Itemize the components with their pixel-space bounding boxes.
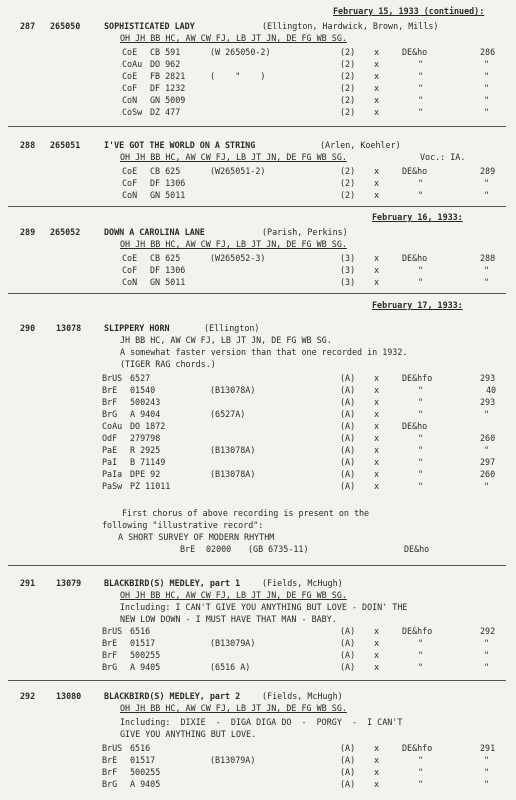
- session-note: Including: I CAN'T GIVE YOU ANYTHING BUT LOVE - DOIN' THE: [120, 602, 408, 612]
- label: CoAu: [122, 59, 143, 69]
- catalog: 01540: [130, 385, 156, 395]
- x-mark: x: [374, 277, 380, 287]
- catalog: 500255: [130, 767, 161, 777]
- label: CoN: [122, 95, 138, 105]
- catalog: PZ 11011: [130, 481, 171, 491]
- page-ref: ": [484, 178, 490, 188]
- catalog: DPE 92: [130, 469, 161, 479]
- ref: DE&hfo: [402, 743, 433, 753]
- session-date: February 17, 1933:: [372, 300, 463, 310]
- entry-number: 288: [20, 140, 36, 150]
- x-mark: x: [374, 95, 380, 105]
- catalog: 6516: [130, 626, 151, 636]
- take: (A): [340, 445, 356, 455]
- session-note: NEW LOW DOWN - I MUST HAVE THAT MAN - BABY.: [120, 614, 337, 624]
- catalog: 6527: [130, 373, 151, 383]
- extra: (B13078A): [210, 469, 256, 479]
- label: BrF: [102, 767, 118, 777]
- page-ref: ": [484, 650, 490, 660]
- take: (A): [340, 457, 356, 467]
- label: CoN: [122, 277, 138, 287]
- x-mark: x: [374, 755, 380, 765]
- ref: ": [418, 397, 424, 407]
- catalog: 01517: [130, 638, 156, 648]
- x-mark: x: [374, 662, 380, 672]
- take: (3): [340, 277, 356, 287]
- ref: ": [418, 481, 424, 491]
- ref: DE&ho: [402, 47, 428, 57]
- page-ref: 289: [480, 166, 496, 176]
- session-date: February 15, 1933 (continued):: [333, 6, 485, 16]
- catalog: DZ 477: [150, 107, 181, 117]
- composers: (Fields, McHugh): [262, 691, 343, 701]
- label: PaE: [102, 445, 118, 455]
- label: CoE: [122, 71, 138, 81]
- personnel: OH JH BB HC, AW CW FJ, LB JT JN, DE FG WB SG.: [120, 239, 347, 249]
- matrix-number: 265051: [50, 140, 81, 150]
- x-mark: x: [374, 47, 380, 57]
- extra: (B13078A): [210, 445, 256, 455]
- song-title: SLIPPERY HORN: [104, 323, 170, 333]
- catalog: DO 1872: [130, 421, 166, 431]
- chorus-note: following "illustrative record":: [102, 520, 264, 530]
- ref: ": [418, 95, 424, 105]
- page-ref: 293: [480, 373, 496, 383]
- ref: ": [418, 457, 424, 467]
- ref: ": [418, 767, 424, 777]
- matrix-number: 13079: [56, 578, 82, 588]
- catalog: CB 591: [150, 47, 181, 57]
- catalog: DF 1306: [150, 265, 186, 275]
- catalog: A 9405: [130, 662, 161, 672]
- take: (2): [340, 166, 356, 176]
- personnel: OH JH BB HC, AW CW FJ, LB JT JN, DE FG WB SG.: [120, 152, 347, 162]
- page-ref: ": [484, 95, 490, 105]
- take: (3): [340, 265, 356, 275]
- label: CoE: [122, 253, 138, 263]
- section-divider: [8, 565, 506, 566]
- label: PaIa: [102, 469, 123, 479]
- composers: (Ellington, Hardwick, Brown, Mills): [262, 21, 439, 31]
- x-mark: x: [374, 457, 380, 467]
- ref: ": [418, 59, 424, 69]
- catalog: DF 1306: [150, 178, 186, 188]
- take: (2): [340, 190, 356, 200]
- take: (2): [340, 178, 356, 188]
- label: BrF: [102, 397, 118, 407]
- label: CoN: [122, 190, 138, 200]
- x-mark: x: [374, 253, 380, 263]
- x-mark: x: [374, 409, 380, 419]
- entry-number: 290: [20, 323, 36, 333]
- take: (A): [340, 433, 356, 443]
- page-ref: 297: [480, 457, 496, 467]
- section-divider: [8, 126, 506, 127]
- matrix-number: 13080: [56, 691, 82, 701]
- catalog: FB 2821: [150, 71, 186, 81]
- catalog: DF 1232: [150, 83, 186, 93]
- label: CoF: [122, 83, 138, 93]
- x-mark: x: [374, 469, 380, 479]
- take: (A): [340, 469, 356, 479]
- x-mark: x: [374, 421, 380, 431]
- label: BrF: [102, 650, 118, 660]
- entry-number: 292: [20, 691, 36, 701]
- personnel: JH BB HC, AW CW FJ, LB JT JN, DE FG WB SG.: [120, 335, 332, 345]
- catalog: GN 5009: [150, 95, 186, 105]
- extra: (W265052-3): [210, 253, 266, 263]
- session-date: February 16, 1933:: [372, 212, 463, 222]
- personnel: OH JH BB HC, AW CW FJ, LB JT JN, DE FG WB SG.: [120, 33, 347, 43]
- page-ref: 288: [480, 253, 496, 263]
- page-ref: ": [484, 779, 490, 789]
- catalog: 6516: [130, 743, 151, 753]
- catalog: GN 5011: [150, 277, 186, 287]
- take: (A): [340, 779, 356, 789]
- extra: (GB 6735-11): [248, 544, 309, 554]
- entry-number: 287: [20, 21, 36, 31]
- label: CoSw: [122, 107, 143, 117]
- page-ref: ": [484, 445, 490, 455]
- take: (A): [340, 767, 356, 777]
- x-mark: x: [374, 638, 380, 648]
- x-mark: x: [374, 166, 380, 176]
- page-ref: 40: [486, 385, 497, 395]
- extra: (6516 A): [210, 662, 251, 672]
- matrix-number: 265052: [50, 227, 81, 237]
- ref: ": [418, 178, 424, 188]
- catalog: GN 5011: [150, 190, 186, 200]
- ref: ": [418, 277, 424, 287]
- personnel: OH JH BB HC, AW CW FJ, LB JT JN, DE FG WB SG.: [120, 703, 347, 713]
- take: (2): [340, 83, 356, 93]
- x-mark: x: [374, 397, 380, 407]
- take: (2): [340, 95, 356, 105]
- ref: ": [418, 190, 424, 200]
- label: CoE: [122, 47, 138, 57]
- song-title: BLACKBIRD(S) MEDLEY, part 1: [104, 578, 241, 588]
- section-divider: [8, 293, 506, 294]
- catalog: 500243: [130, 397, 161, 407]
- ref: ": [418, 385, 424, 395]
- catalog: 02000: [206, 544, 232, 554]
- take: (A): [340, 743, 356, 753]
- label: OdF: [102, 433, 118, 443]
- matrix-number: 265050: [50, 21, 81, 31]
- label: BrE: [180, 544, 196, 554]
- x-mark: x: [374, 385, 380, 395]
- illustrative-record-title: A SHORT SURVEY OF MODERN RHYTHM: [118, 532, 275, 542]
- ref: DE&hfo: [402, 626, 433, 636]
- x-mark: x: [374, 71, 380, 81]
- take: (A): [340, 638, 356, 648]
- take: (A): [340, 421, 356, 431]
- take: (2): [340, 107, 356, 117]
- catalog: 279798: [130, 433, 161, 443]
- ref: DE&hfo: [402, 373, 433, 383]
- x-mark: x: [374, 83, 380, 93]
- vocalist: Voc.: IA.: [420, 152, 466, 162]
- ref: ": [418, 638, 424, 648]
- catalog: 01517: [130, 755, 156, 765]
- page-ref: ": [484, 59, 490, 69]
- x-mark: x: [374, 445, 380, 455]
- take: (A): [340, 626, 356, 636]
- extra: (W265051-2): [210, 166, 266, 176]
- ref: DE&ho: [402, 166, 428, 176]
- song-title: SOPHISTICATED LADY: [104, 21, 195, 31]
- page-ref: ": [484, 755, 490, 765]
- song-title: DOWN A CAROLINA LANE: [104, 227, 205, 237]
- ref: ": [418, 265, 424, 275]
- page-ref: ": [484, 190, 490, 200]
- take: (A): [340, 385, 356, 395]
- page-ref: 293: [480, 397, 496, 407]
- take: (2): [340, 59, 356, 69]
- take: (A): [340, 373, 356, 383]
- take: (A): [340, 755, 356, 765]
- label: CoF: [122, 265, 138, 275]
- ref: DE&ho: [402, 253, 428, 263]
- page-ref: 286: [480, 47, 496, 57]
- composers: (Parish, Perkins): [262, 227, 348, 237]
- ref: ": [418, 779, 424, 789]
- composers: (Ellington): [204, 323, 260, 333]
- ref: ": [418, 83, 424, 93]
- entry-number: 289: [20, 227, 36, 237]
- catalog: CB 625: [150, 253, 181, 263]
- page-ref: ": [484, 71, 490, 81]
- page-ref: ": [484, 83, 490, 93]
- ref: ": [418, 469, 424, 479]
- session-note: Including: DIXIE - DIGA DIGA DO - PORGY - I CAN'T: [120, 717, 403, 727]
- song-title: BLACKBIRD(S) MEDLEY, part 2: [104, 691, 241, 701]
- extra: (B13078A): [210, 385, 256, 395]
- x-mark: x: [374, 107, 380, 117]
- take: (A): [340, 409, 356, 419]
- catalog: DO 962: [150, 59, 181, 69]
- page-ref: ": [484, 265, 490, 275]
- page-ref: 292: [480, 626, 496, 636]
- ref: ": [418, 71, 424, 81]
- x-mark: x: [374, 743, 380, 753]
- page-ref: ": [484, 767, 490, 777]
- take: (2): [340, 47, 356, 57]
- label: BrUS: [102, 626, 123, 636]
- label: BrG: [102, 409, 118, 419]
- composers: (Arlen, Koehler): [320, 140, 401, 150]
- session-note: GIVE YOU ANYTHING BUT LOVE.: [120, 729, 257, 739]
- page-ref: 260: [480, 433, 496, 443]
- ref: ": [418, 755, 424, 765]
- page-ref: ": [484, 481, 490, 491]
- matrix-number: 13078: [56, 323, 82, 333]
- label: PaI: [102, 457, 118, 467]
- page-ref: ": [484, 662, 490, 672]
- catalog: B 71149: [130, 457, 166, 467]
- ref: DE&ho: [402, 421, 428, 431]
- label: BrUS: [102, 743, 123, 753]
- label: PaSw: [102, 481, 123, 491]
- chorus-note: First chorus of above recording is present on the: [122, 508, 370, 518]
- page-ref: ": [484, 638, 490, 648]
- catalog: CB 625: [150, 166, 181, 176]
- x-mark: x: [374, 265, 380, 275]
- take: (A): [340, 481, 356, 491]
- x-mark: x: [374, 433, 380, 443]
- page-ref: 260: [480, 469, 496, 479]
- extra: (W 265050-2): [210, 47, 271, 57]
- label: CoE: [122, 166, 138, 176]
- x-mark: x: [374, 373, 380, 383]
- catalog: 500255: [130, 650, 161, 660]
- extra: (6527A): [210, 409, 246, 419]
- ref: ": [418, 662, 424, 672]
- label: BrE: [102, 755, 118, 765]
- label: BrUS: [102, 373, 123, 383]
- ref: ": [418, 445, 424, 455]
- take: (A): [340, 650, 356, 660]
- label: CoAu: [102, 421, 123, 431]
- label: BrG: [102, 779, 118, 789]
- page-ref: ": [484, 277, 490, 287]
- label: BrE: [102, 385, 118, 395]
- ref: DE&ho: [404, 544, 430, 554]
- label: BrE: [102, 638, 118, 648]
- section-divider: [8, 680, 506, 681]
- ref: ": [418, 107, 424, 117]
- x-mark: x: [374, 481, 380, 491]
- x-mark: x: [374, 650, 380, 660]
- x-mark: x: [374, 767, 380, 777]
- page-ref: ": [484, 409, 490, 419]
- ref: ": [418, 433, 424, 443]
- x-mark: x: [374, 59, 380, 69]
- song-title: I'VE GOT THE WORLD ON A STRING: [104, 140, 256, 150]
- session-note: A somewhat faster version than that one recorded in 1932.: [120, 347, 408, 357]
- personnel: OH JH BB HC, AW CW FJ, LB JT JN, DE FG WB SG.: [120, 590, 347, 600]
- ref: ": [418, 409, 424, 419]
- catalog: A 9404: [130, 409, 161, 419]
- x-mark: x: [374, 178, 380, 188]
- take: (2): [340, 71, 356, 81]
- label: BrG: [102, 662, 118, 672]
- extra: ( " ): [210, 71, 266, 81]
- composers: (Fields, McHugh): [262, 578, 343, 588]
- catalog: A 9405: [130, 779, 161, 789]
- catalog: R 2925: [130, 445, 161, 455]
- page-ref: ": [484, 107, 490, 117]
- x-mark: x: [374, 190, 380, 200]
- extra: (B13079A): [210, 638, 256, 648]
- entry-number: 291: [20, 578, 36, 588]
- x-mark: x: [374, 779, 380, 789]
- ref: ": [418, 650, 424, 660]
- take: (A): [340, 662, 356, 672]
- x-mark: x: [374, 626, 380, 636]
- page-ref: 291: [480, 743, 496, 753]
- take: (3): [340, 253, 356, 263]
- session-note: (TIGER RAG chords.): [120, 359, 216, 369]
- label: CoF: [122, 178, 138, 188]
- extra: (B13079A): [210, 755, 256, 765]
- section-divider: [8, 206, 506, 207]
- take: (A): [340, 397, 356, 407]
